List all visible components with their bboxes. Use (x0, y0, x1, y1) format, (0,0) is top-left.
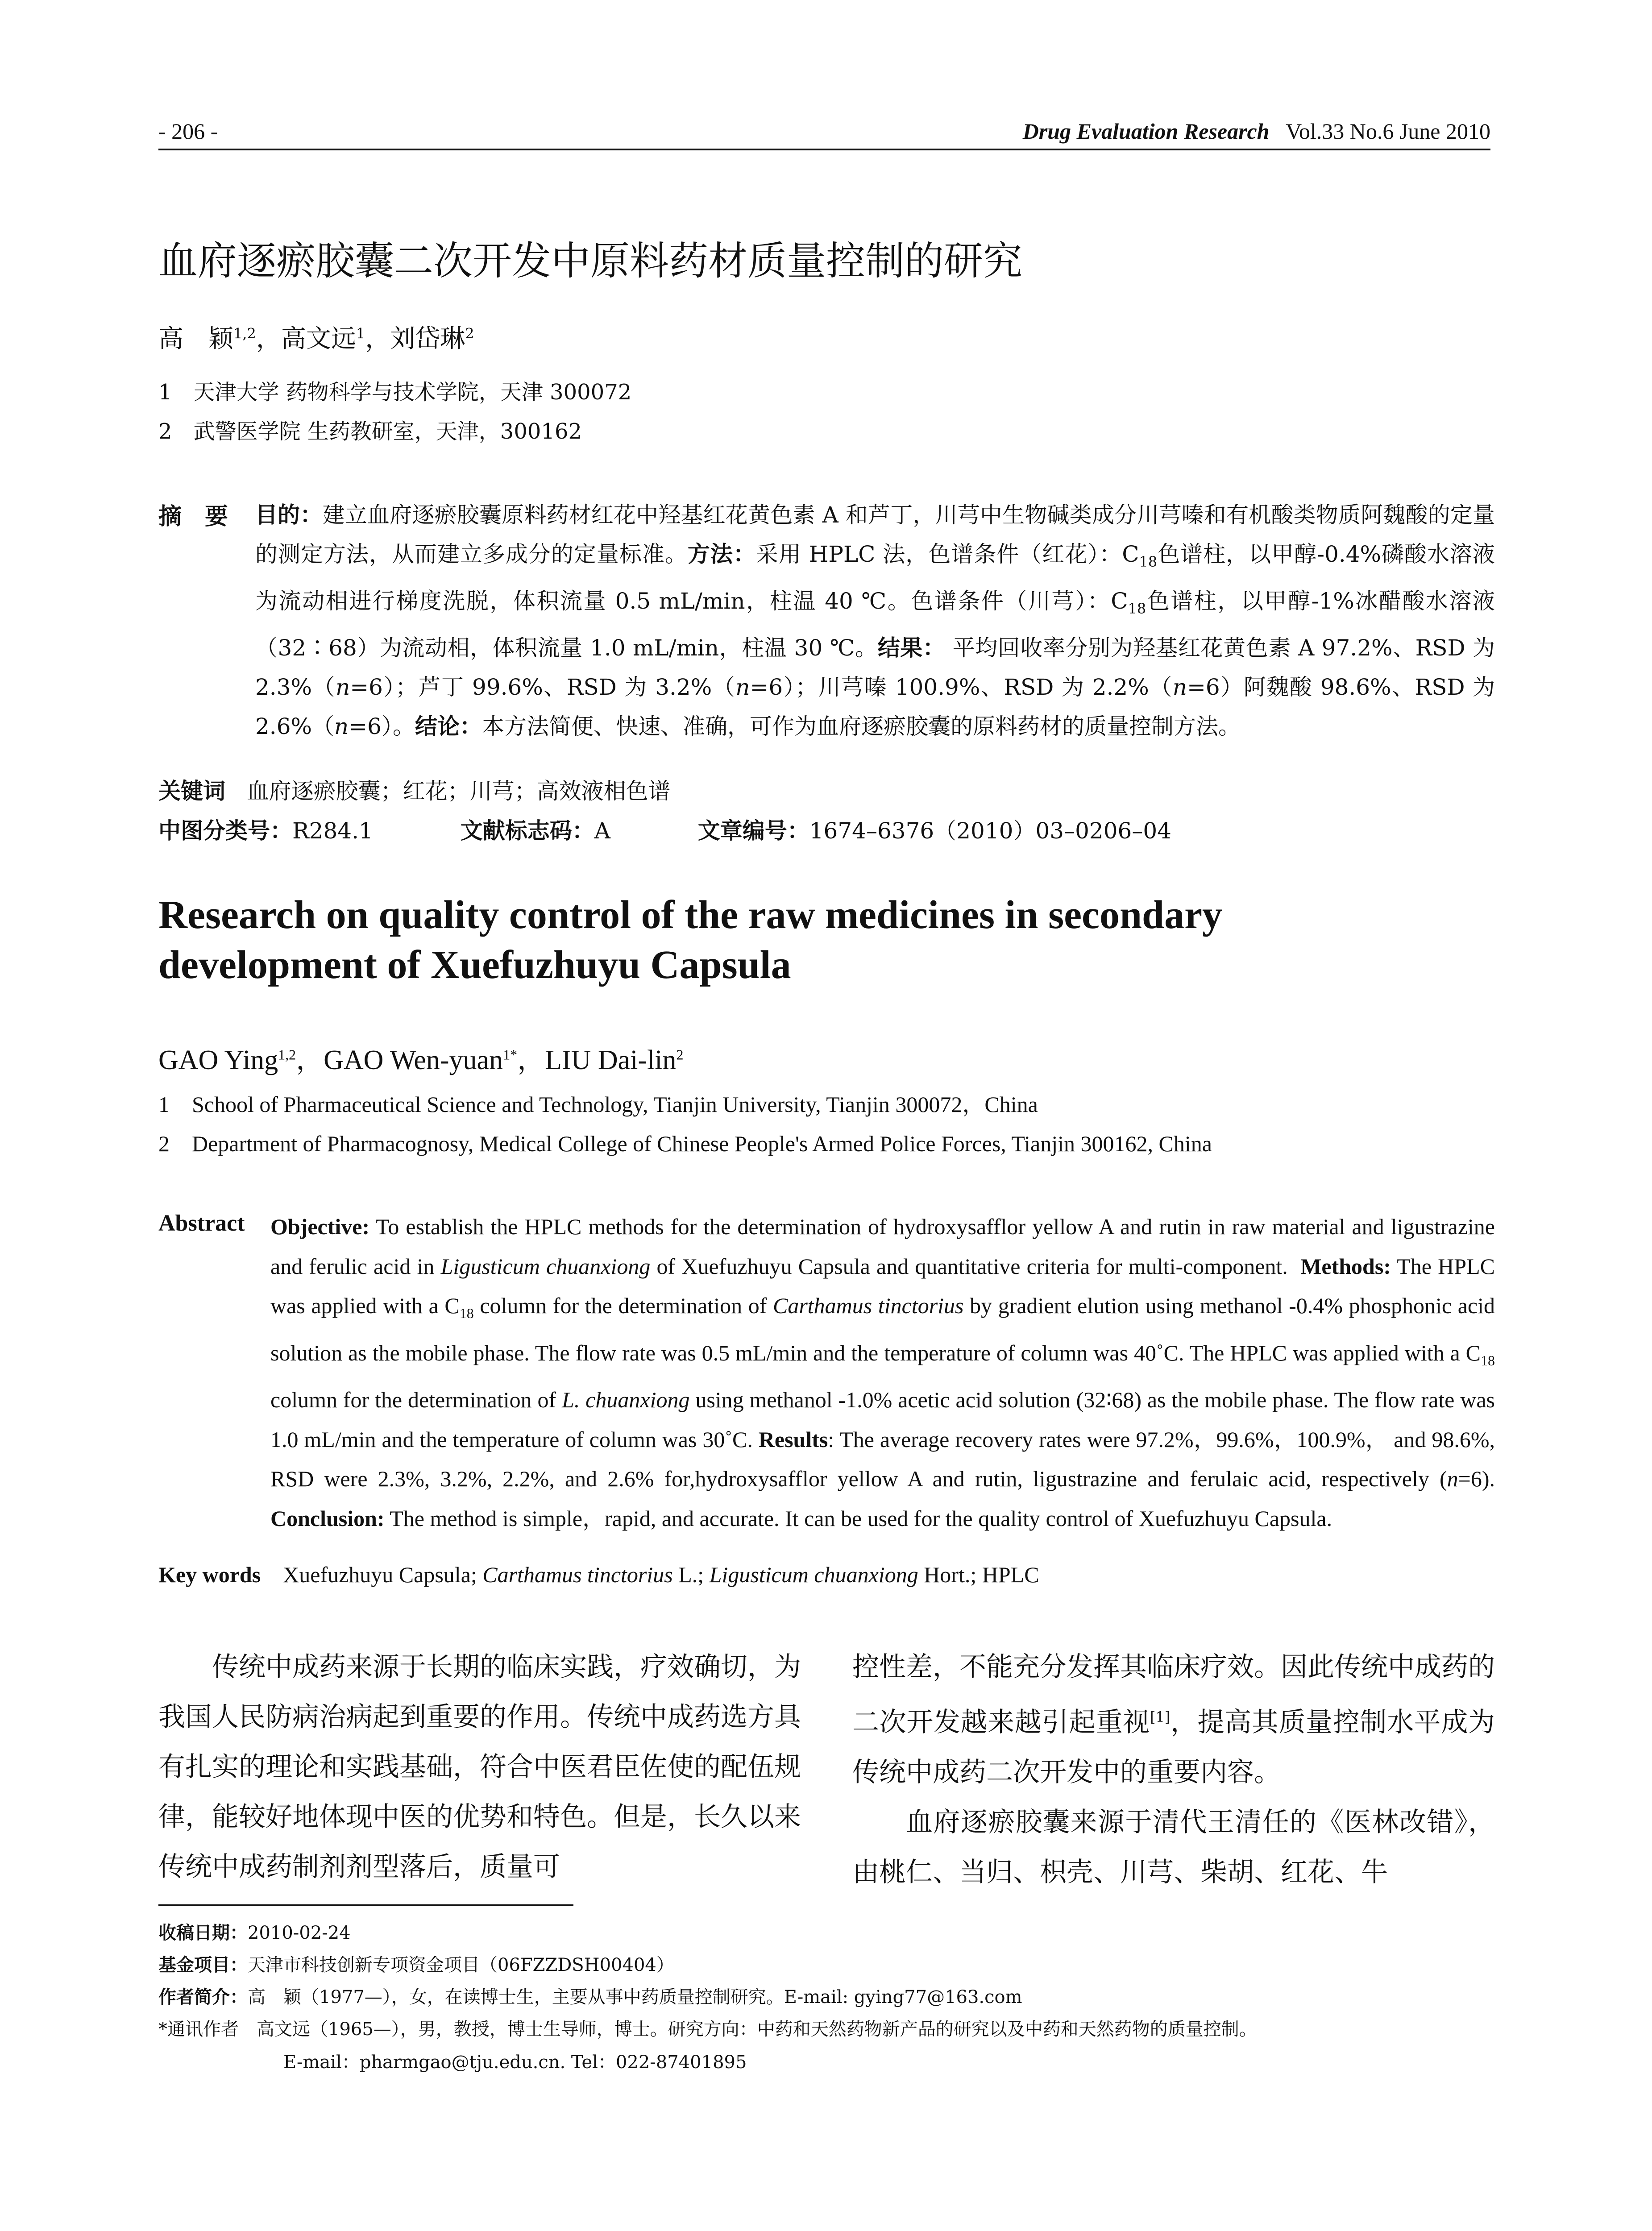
header-rule (158, 149, 1490, 150)
en-authors (158, 1037, 684, 1077)
en-affiliation-1: 1 School of Pharmaceutical Science and Technology, Tianjin University, Tianjin 300072，China (158, 1092, 1038, 1117)
cn-keywords-label: 关键词 (158, 778, 225, 804)
cn-author-3: 刘岱琳 (390, 324, 465, 353)
cn-affiliation-2: 2 武警医学院 生药教研室，天津，300162 (158, 419, 582, 444)
cn-title: 血府逐瘀胶囊二次开发中原料药材质量控制的研究 (158, 238, 1023, 284)
footnote-contact: E-mail：pharmgao@tju.edu.cn. Tel：022-87401895 (283, 2052, 747, 2073)
clc-label: 中图分类号： (158, 818, 292, 844)
cn-author-1-aff: 1,2 (233, 325, 256, 342)
en-author-1: GAO Ying (158, 1045, 278, 1075)
article-no-value: 1674–6376（2010）03–0206–04 (809, 818, 1171, 844)
cn-results-text: =6）；川芎嗪 100.9%、RSD 为 2.2%（ (750, 674, 1173, 700)
page-number: - 206 - (158, 119, 218, 144)
en-methods-text: column for the determination of (473, 1293, 773, 1318)
cn-keywords (158, 773, 671, 805)
species-name: L. chuanxiong (562, 1387, 690, 1412)
doc-code (461, 818, 610, 844)
author-separator: ， (256, 324, 281, 353)
body-text: ，提高其质量控制水平成为传统中成药二次开发中的重要内容。 (852, 1707, 1495, 1788)
footnote-label: 作者简介： (158, 1987, 248, 2007)
footnote-received (158, 1919, 351, 1944)
en-objective-text: To establish the HPLC methods for the determination of hydroxysafflor yellow A and rutin in raw material and ligustrazine and ferulic acid in (270, 1214, 1495, 1279)
cn-author-2: 高文远 (281, 324, 356, 353)
journal-issue: Vol.33 No.6 June 2010 (1286, 119, 1490, 144)
author-separator: ， (365, 324, 390, 353)
species-name: Ligusticum chuanxiong (440, 1253, 651, 1279)
en-methods-label: Methods: (1300, 1253, 1391, 1279)
subscript: 18 (1481, 1352, 1495, 1368)
en-author-2: GAO Wen-yuan (324, 1045, 503, 1075)
author-separator: ， (296, 1045, 324, 1075)
en-keywords (158, 1562, 1039, 1588)
footnote-fund (158, 1951, 674, 1976)
en-affiliation-2: 2 Department of Pharmacognosy, Medical College of Chinese People's Armed Police Forces, Tianjin 300162, China (158, 1131, 1212, 1156)
en-methods-text: using methanol -1.0% acetic acid solution (32∶68) as the mobile phase. The flow rate was 1.0 mL/min and the temperature of column was 30˚C. (270, 1387, 1495, 1452)
en-keywords-label: Key words (158, 1562, 261, 1587)
article-no (698, 818, 1171, 844)
n-symbol: n (1447, 1466, 1458, 1491)
cn-results-text: =6）；芦丁 99.6%、RSD 为 3.2%（ (350, 674, 736, 700)
species-name: Carthamus tinctorius (772, 1293, 964, 1318)
footnote-bio (158, 1983, 1022, 2008)
en-results-label: Results (758, 1427, 828, 1452)
en-objective-text: of Xuefuzhuyu Capsula and quantitative criteria for multi-component. (650, 1253, 1288, 1279)
cn-keywords-text: 血府逐瘀胶囊；红花；川芎；高效液相色谱 (246, 778, 671, 804)
en-conclusion-label: Conclusion: (270, 1505, 385, 1531)
clc (158, 818, 373, 844)
en-methods-text: by gradient elution using methanol -0.4% phosphonic acid solution as the mobile phase. The flow rate was 0.5 mL/min and the temperature of column was 40˚C. The HPLC was applied with a C (270, 1293, 1495, 1365)
n-symbol: n (336, 674, 350, 700)
footnote-label: 基金项目： (158, 1955, 248, 1975)
cn-objective-label: 目的： (255, 502, 323, 528)
doc-code-value: A (594, 818, 610, 844)
classification-line (158, 813, 1252, 845)
en-abstract-label: Abstract (158, 1211, 245, 1236)
body-paragraph (852, 1642, 1495, 1797)
footnote-text: 天津市科技创新专项资金项目（06FZZDSH00404） (248, 1955, 674, 1975)
footnote-label: 收稿日期： (158, 1923, 248, 1943)
en-keywords-text: Xuefuzhuyu Capsula; (283, 1562, 483, 1587)
author-separator: ， (517, 1045, 545, 1075)
cn-results-label: 结果： (877, 635, 946, 661)
body-paragraph: 传统中成药来源于长期的临床实践，疗效确切，为我国人民防病治病起到重要的作用。传统中成药选方具有扎实的理论和实践基础，符合中医君臣佐使的配伍规律，能较好地体现中医的优势和特色。但是，长久以来传统中成药制剂剂型落后，质量可 (158, 1651, 801, 1883)
n-symbol: n (735, 674, 750, 700)
en-methods-text: column for the determination of (270, 1387, 562, 1412)
citation-ref: [1] (1150, 1708, 1171, 1725)
en-author-3-aff: 2 (676, 1046, 684, 1063)
en-keywords-text: Hort.; HPLC (918, 1562, 1039, 1587)
en-conclusion: The method is simple，rapid, and accurate. It can be used for the quality control of Xuefuzhuyu Capsula. (384, 1505, 1332, 1531)
cn-results-text: =6）阿魏酸 98.6%、RSD 为 2.6%（ (255, 674, 1495, 739)
running-header (1023, 118, 1490, 144)
en-results-text: : The average recovery rates were 97.2%，99.6%，100.9%， and 98.6%, RSD were 2.3%, 3.2%, 2.2%, and 2.6% for,hydroxysafflor yellow A and rutin, ligustrazine and ferulaic acid, respectively ( (270, 1427, 1495, 1491)
subscript: 18 (459, 1305, 474, 1321)
footnote-corresponding: *通讯作者 高文远（1965—），男，教授，博士生导师，博士。研究方向：中药和天然药物新产品的研究以及中药和天然药物的质量控制。 (158, 2019, 1257, 2040)
en-abstract (270, 1207, 1495, 1538)
en-methods-text: The HPLC was applied with a C (270, 1253, 1495, 1318)
clc-value: R284.1 (292, 818, 373, 844)
body-paragraph: 血府逐瘀胶囊来源于清代王清任的《医林改错》，由桃仁、当归、枳壳、川芎、柴胡、红花、牛 (852, 1807, 1495, 1888)
cn-results-text: =6）。 (349, 713, 415, 739)
en-author-2-aff: 1* (503, 1046, 518, 1063)
species-name: Carthamus tinctorius (482, 1562, 673, 1587)
footnote-text: 2010-02-24 (248, 1923, 351, 1943)
en-title-line: Research on quality control of the raw medicines in secondary (158, 893, 1223, 937)
n-symbol: n (334, 713, 349, 739)
cn-methods-text: 色谱柱，以甲醇-0.4%磷酸水溶液为流动相进行梯度洗脱，体积流量 0.5 mL/min，柱温 40 ℃。色谱条件（川芎）：C (255, 541, 1495, 614)
cn-author-1: 高 颖 (158, 324, 233, 353)
en-keywords-text: L.; (672, 1562, 710, 1587)
en-author-1-aff: 1,2 (278, 1046, 296, 1063)
cn-abstract-label: 摘 要 (158, 503, 228, 530)
doc-code-label: 文献标志码： (460, 818, 594, 844)
footnote-rule (158, 1904, 573, 1906)
species-name: Ligusticum chuanxiong (709, 1562, 918, 1587)
article-no-label: 文章编号： (697, 818, 809, 844)
cn-methods-text: 采用 HPLC 法，色谱条件（红花）：C (755, 541, 1139, 567)
cn-conclusion-label: 结论： (415, 713, 482, 739)
cn-methods-text: 色谱柱，以甲醇-1%冰醋酸水溶液（32∶68）为流动相，体积流量 1.0 mL/min，柱温 30 ℃。 (255, 588, 1495, 661)
subscript: 18 (1139, 553, 1158, 570)
cn-conclusion: 本方法简便、快速、准确，可作为血府逐瘀胶囊的原料药材的质量控制方法。 (481, 713, 1241, 739)
cn-objective: 建立血府逐瘀胶囊原料药材红花中羟基红花黄色素 A 和芦丁，川芎中生物碱类成分川芎嗪和有机酸类物质阿魏酸的定量的测定方法，从而建立多成分的定量标准。 (255, 502, 1495, 567)
cn-methods-label: 方法： (687, 541, 756, 567)
cn-affiliation-1: 1 天津大学 药物科学与技术学院，天津 300072 (158, 380, 632, 405)
en-title-line: development of Xuefuzhuyu Capsula (158, 943, 791, 987)
footnote-text: 高 颖（1977—），女，在读博士生，主要从事中药质量控制研究。E-mail: gying77@163.com (248, 1987, 1022, 2007)
body-column-left (158, 1642, 801, 1892)
n-symbol: n (1172, 674, 1187, 700)
en-objective-label: Objective: (270, 1214, 370, 1239)
cn-results-text: 平均回收率分别为羟基红花黄色素 A 97.2%、RSD 为 2.3%（ (255, 635, 1495, 700)
subscript: 18 (1128, 600, 1146, 617)
cn-authors (158, 319, 474, 355)
cn-abstract (255, 495, 1495, 746)
body-text: 控性差，不能充分发挥其临床疗效。因此传统中成药的二次开发越来越引起重视 (852, 1651, 1495, 1738)
en-results-text: =6). (1458, 1466, 1495, 1491)
body-column-right (852, 1642, 1495, 1897)
en-author-3: LIU Dai-lin (545, 1045, 677, 1075)
cn-author-2-aff: 1 (356, 325, 365, 342)
cn-author-3-aff: 2 (465, 325, 474, 342)
journal-name: Drug Evaluation Research (1022, 119, 1270, 144)
en-title (158, 890, 1453, 990)
